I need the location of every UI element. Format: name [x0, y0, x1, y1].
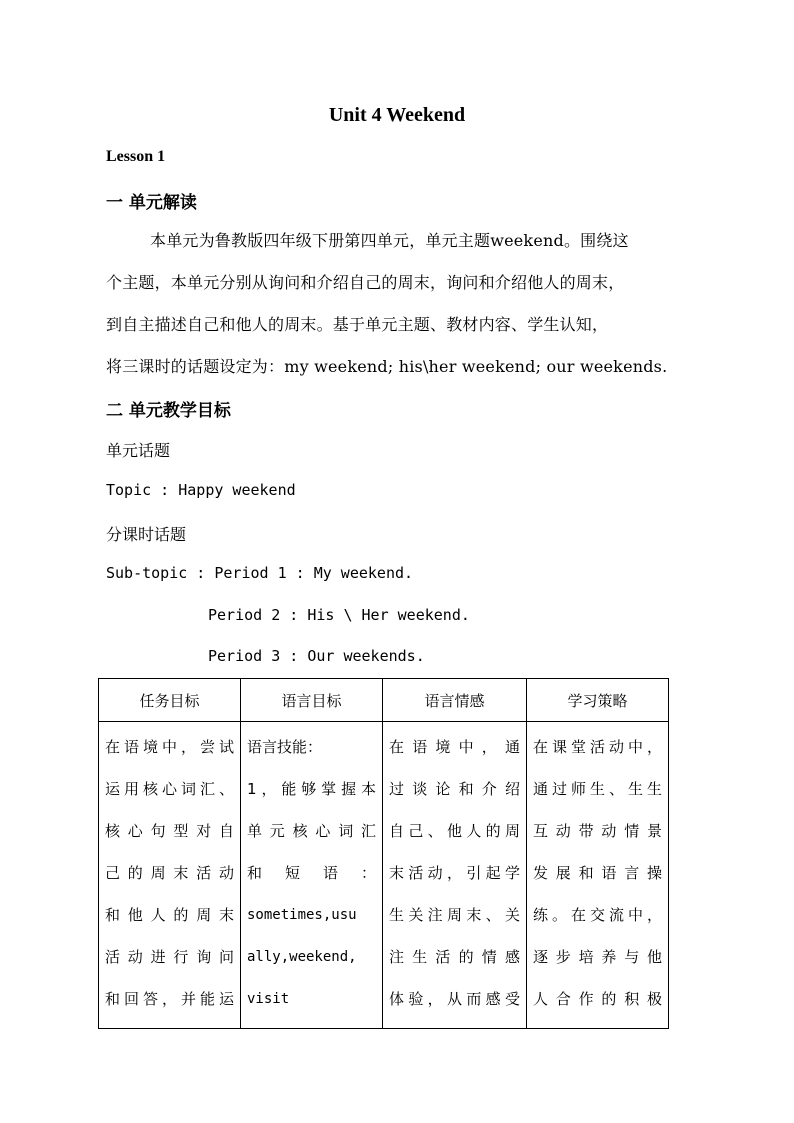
teaching-goals-table [98, 678, 669, 1029]
cell-line: sometimes,usu [247, 907, 357, 923]
cell-line: 互动带动情景 [533, 822, 662, 840]
period-topic-label: 分课时话题 [106, 525, 187, 544]
cell-line: 1，能够掌握本 [247, 780, 376, 798]
paragraph-line: 到自主描述自己和他人的周末。基于单元主题、教材内容、学生认知， [106, 315, 609, 334]
cell-line: 自己、他人的周 [389, 822, 520, 840]
cell-line: 在语境中，通 [389, 738, 520, 756]
cell-line: ally,weekend, [247, 949, 357, 965]
cell-line: 和他人的周末 [105, 906, 234, 924]
section-heading-unit-interpretation: 一 单元解读 [106, 193, 197, 213]
cell-line: 发展和语言操 [533, 864, 662, 882]
lesson-label: Lesson 1 [106, 148, 166, 165]
table-header-language-goal: 语言目标 [241, 679, 383, 722]
section-heading-teaching-goals: 二 单元教学目标 [106, 401, 231, 421]
table-cell-learning-strategy [527, 722, 669, 1029]
table-cell-task-goal [99, 722, 241, 1029]
table-header-learning-strategy: 学习策略 [527, 679, 669, 722]
unit-topic-label: 单元话题 [106, 441, 171, 460]
cell-line: 体验，从而感受 [389, 990, 520, 1008]
period-3-line: Period 3 : Our weekends. [208, 647, 425, 665]
cell-line: 己的周末活动 [105, 864, 234, 882]
cell-line: 生关注周末、关 [389, 906, 520, 924]
cell-line: 和 短 语 ： [247, 864, 376, 882]
cell-line: 核心句型对自 [105, 822, 234, 840]
cell-line: 单元核心词汇 [247, 822, 376, 840]
cell-line: 和回答，并能运 [105, 990, 234, 1008]
paragraph-line: 将三课时的话题设定为：my weekend; his\her weekend; our weekends. [106, 357, 668, 376]
cell-line: 活动进行询问 [105, 948, 234, 966]
cell-line: 通过师生、生生 [533, 780, 662, 798]
cell-line: 练。在交流中， [533, 906, 662, 924]
table-cell-language-goal [241, 722, 383, 1029]
cell-line: 人合作的积极 [533, 990, 662, 1008]
cell-line: 逐步培养与他 [533, 948, 662, 966]
document-title: Unit 4 Weekend [328, 104, 466, 126]
cell-line: 在课堂活动中， [533, 738, 662, 756]
period-2-line: Period 2 : His \ Her weekend. [208, 606, 470, 624]
paragraph-line: 个主题，本单元分别从询问和介绍自己的周末，询问和介绍他人的周末， [106, 273, 625, 292]
cell-line: 语言技能： [247, 738, 323, 756]
cell-line: visit [247, 991, 290, 1007]
topic-line: Topic : Happy weekend [106, 481, 296, 499]
table-row [99, 722, 669, 1029]
cell-line: 注生活的情感 [389, 948, 520, 966]
table-cell-language-emotion [383, 722, 527, 1029]
table-header-row [99, 679, 669, 722]
cell-line: 在语境中，尝试 [105, 738, 234, 756]
cell-line: 运用核心词汇、 [105, 780, 234, 798]
table-header-task-goal: 任务目标 [99, 679, 241, 722]
table-header-language-emotion: 语言情感 [383, 679, 527, 722]
unit-interpretation-paragraph [106, 220, 690, 388]
subtopic-line: Sub-topic : Period 1 : My weekend. [106, 564, 414, 582]
cell-line: 末活动，引起学 [389, 864, 520, 882]
cell-line: 过谈论和介绍 [389, 780, 520, 798]
paragraph-line: 本单元为鲁教版四年级下册第四单元，单元主题weekend。围绕这 [150, 231, 629, 250]
